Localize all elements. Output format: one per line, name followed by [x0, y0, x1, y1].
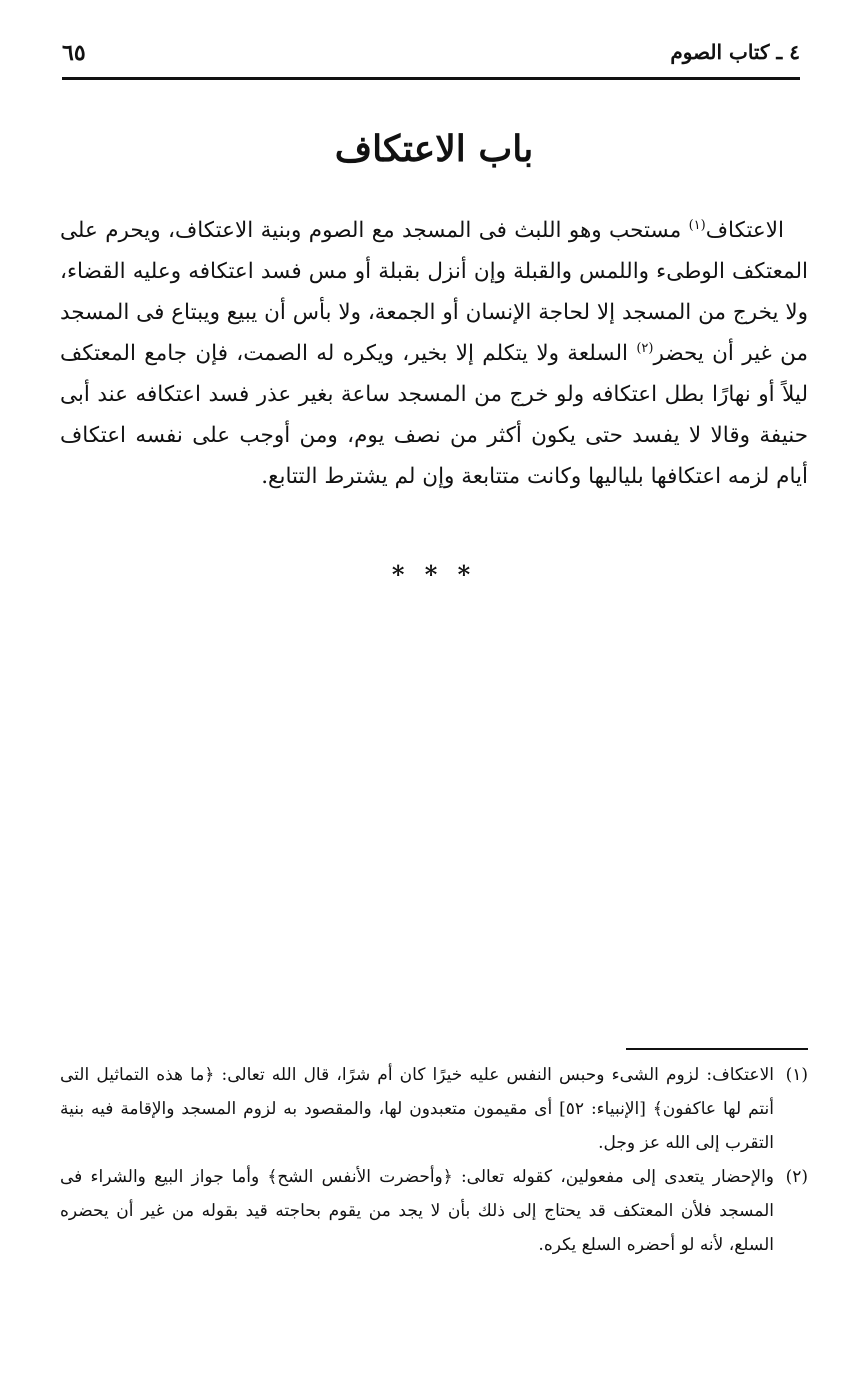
footnote-number: (١) [785, 1065, 808, 1085]
body-text [60, 210, 808, 497]
footnote-2 [60, 1160, 808, 1262]
running-header [62, 40, 800, 76]
section-separator: * * * [391, 560, 477, 589]
body-paragraph [60, 210, 808, 497]
body-segment: السلعة ولا يتكلم إلا بخير، ويكره له الصمت، فإن جامع المعتكف ليلاً أو نهارًا بطل اعتكافه ولو خرج من المسجد ساعة بغير عذر فسد اعتكافه عند أبى حنيفة وقالا لا يفسد حتى يكون أكثر من نصف يوم، ومن أوجب على نفسه اعتكاف أيام لزمه اعتكافها بلياليها وكانت متتابعة وإن لم يشترط التتابع. [60, 341, 808, 489]
header-rule [62, 77, 800, 80]
footnote-text: والإحضار يتعدى إلى مفعولين، كقوله تعالى: ﴿وأحضرت الأنفس الشح﴾ وأما جواز البيع والشراء فى المسجد فلأن المعتكف قد يحتاج إلى ذلك بأن لا يجد من يقوم بحاجته قيد بقوله من غير أن يحضره السلع، لأنه لو أحضره السلع يكره. [60, 1167, 774, 1255]
body-segment: الاعتكاف [705, 218, 784, 243]
page-number: ٦٥ [62, 40, 86, 66]
section-title: باب الاعتكاف [334, 128, 534, 170]
footnotes [60, 1058, 808, 1262]
footnote-number: (٢) [785, 1167, 808, 1187]
footnote-1 [60, 1058, 808, 1160]
body-segment: مستحب وهو اللبث فى المسجد مع الصوم وبنية الاعتكاف، ويحرم على المعتكف الوطىء واللمس والقبلة وإن أنزل بقبلة أو مس فسد اعتكافه وعليه القضاء، ولا يخرج من المسجد إلا لحاجة الإنسان أو الجمعة، ولا بأس أن يبيع ويبتاع فى المسجد من غير أن يحضر [60, 218, 808, 366]
footnote-rule [626, 1048, 808, 1050]
footnote-ref-2[interactable]: (٢) [636, 340, 654, 356]
chapter-title: ٤ ـ كتاب الصوم [670, 40, 800, 64]
footnote-text: الاعتكاف: لزوم الشىء وحبس النفس عليه خيرًا كان أم شرًا، قال الله تعالى: ﴿ما هذه التماثيل التى أنتم لها عاكفون﴾ [الإنبياء: ٥٢] أى مقيمون متعبدون لها، والمقصود به لزوم المسجد والإقامة فيه بنية التقرب إلى الله عز وجل. [60, 1065, 774, 1153]
footnote-ref-1[interactable]: (١) [688, 217, 706, 233]
